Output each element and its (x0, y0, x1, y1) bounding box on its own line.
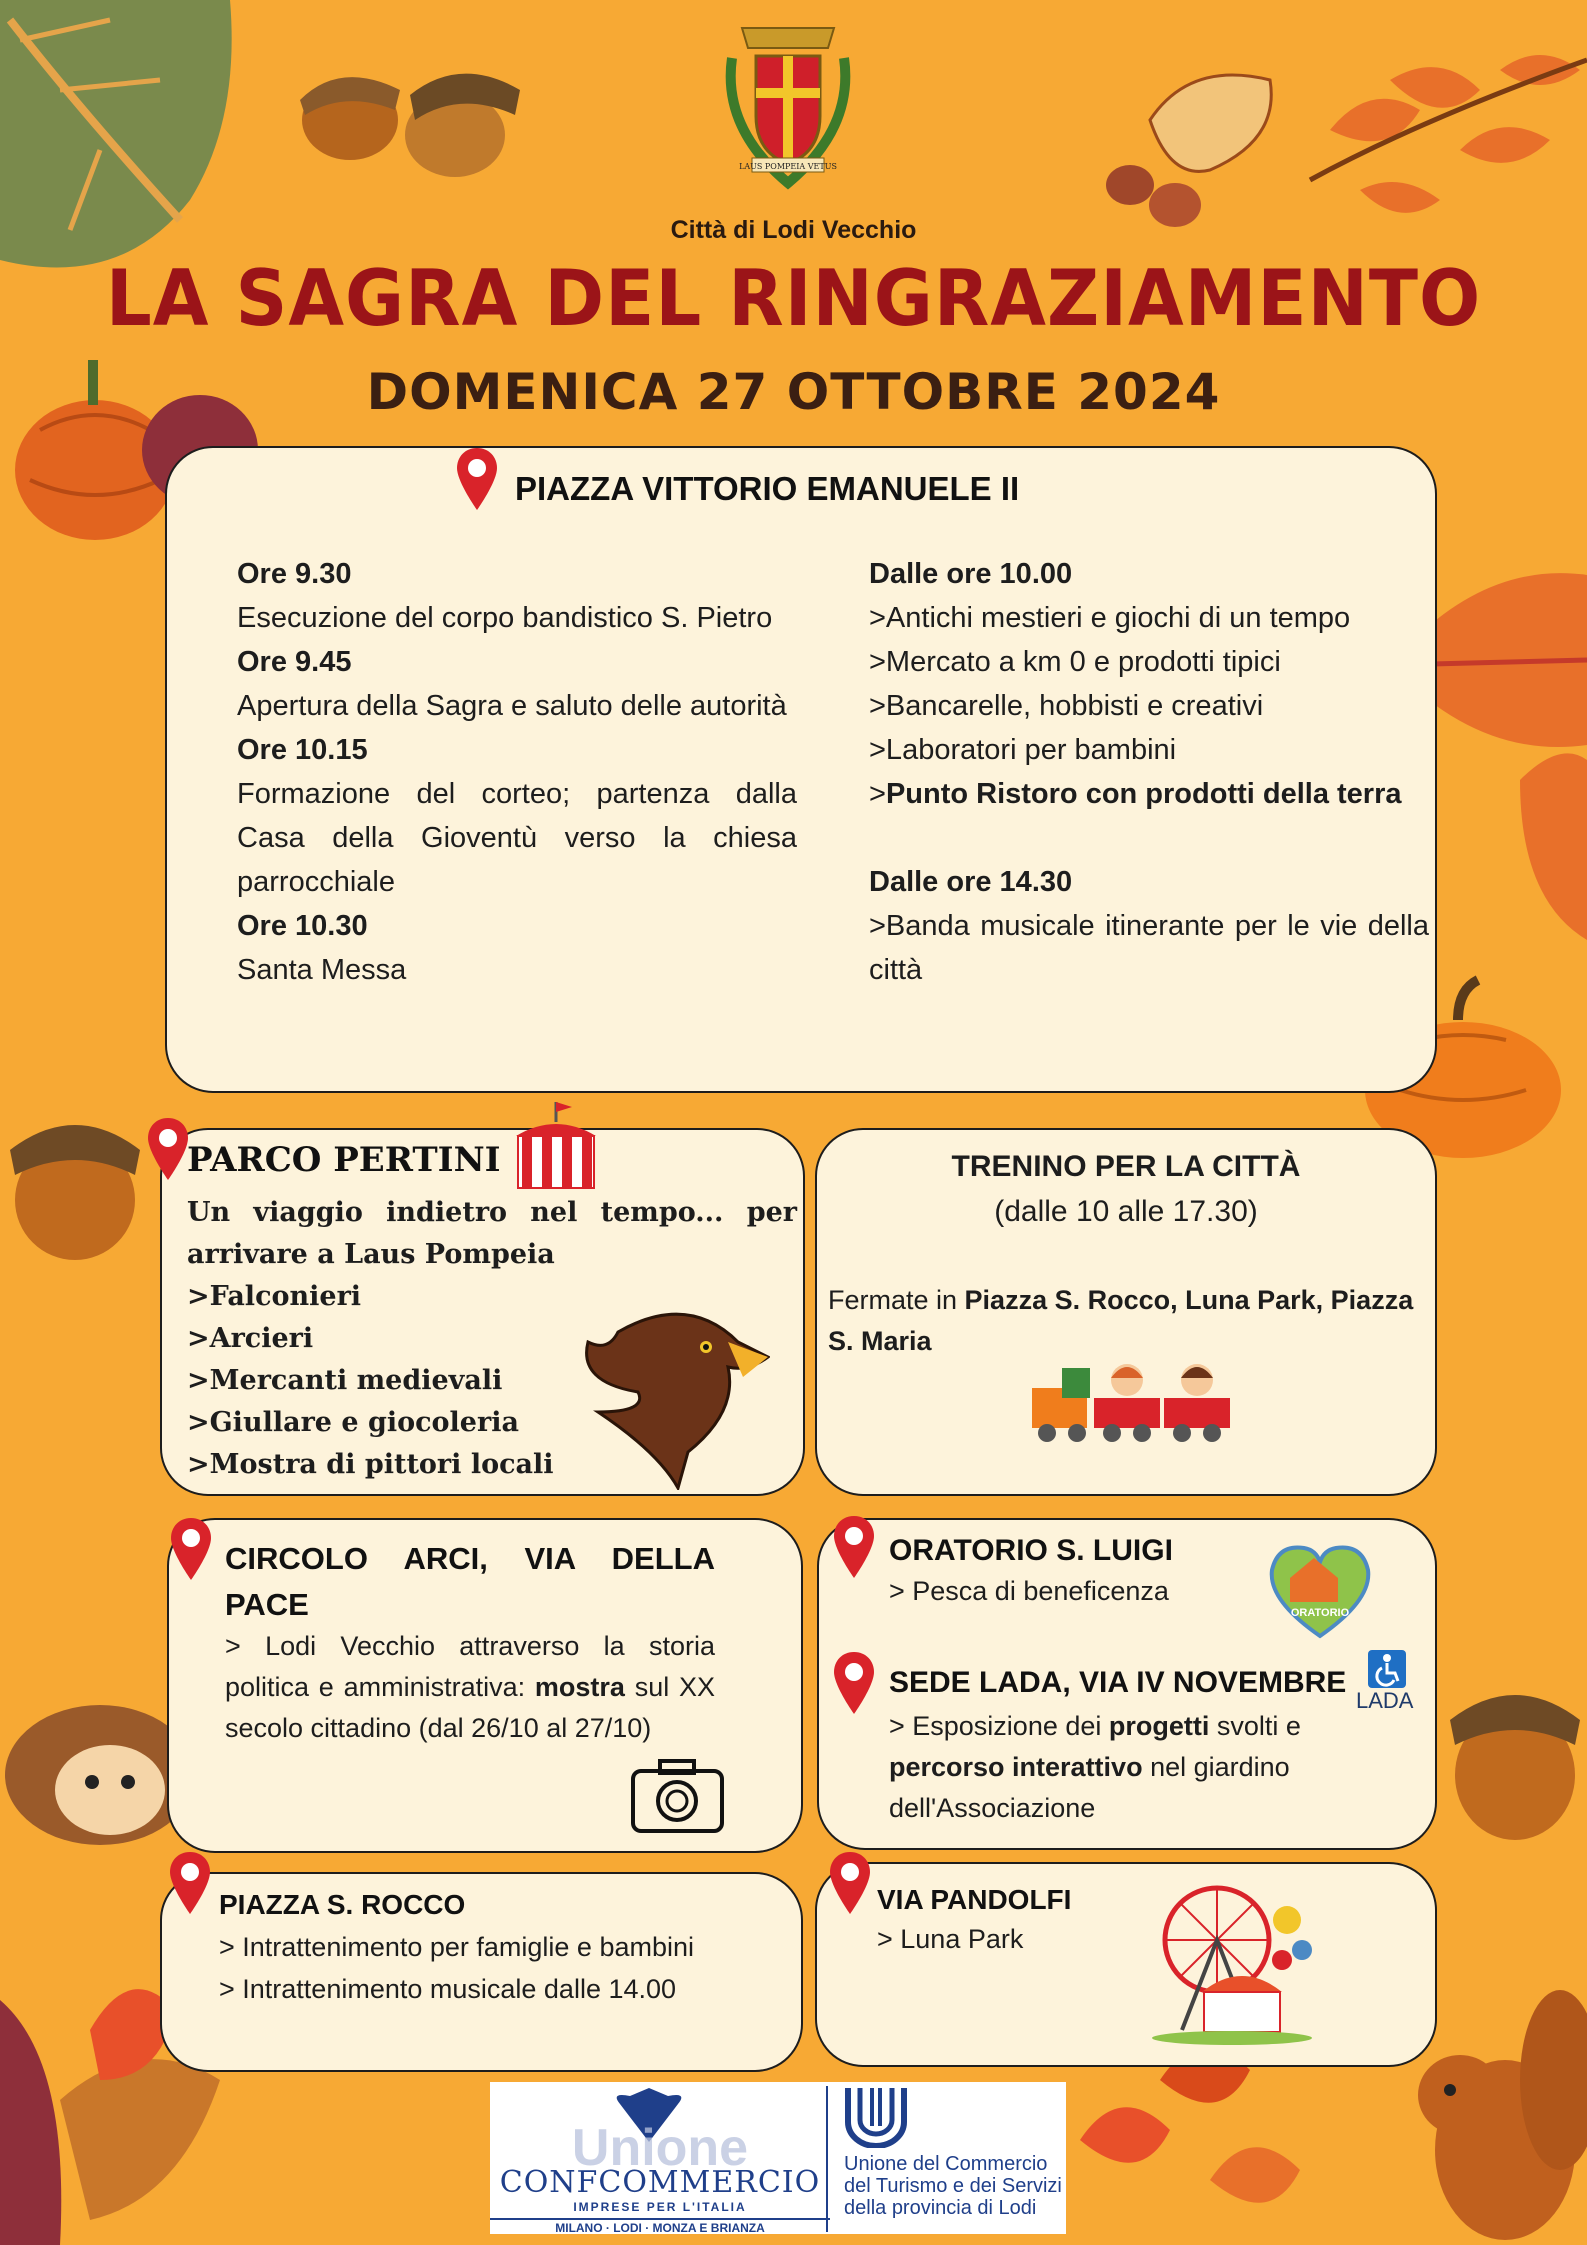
activity-item: >Antichi mestieri e giochi di un tempo (869, 602, 1351, 634)
city-name: Città di Lodi Vecchio (670, 216, 917, 244)
toy-train-icon (1022, 1348, 1242, 1448)
piazza-vittorio-heading: PIAZZA VITTORIO EMANUELE II (515, 470, 1020, 507)
schedule-time: Ore 9.30 (237, 558, 352, 590)
parco-item: >Mostra di pittori locali (187, 1449, 554, 1480)
confcommercio-tagline: IMPRESE PER L'ITALIA (573, 2200, 747, 2214)
schedule-text: Formazione del corteo; partenza dalla Casa della Gioventù verso la chiesa parrocchiale (237, 778, 797, 898)
oratorio-logo-text: ORATORIO (1290, 1607, 1350, 1619)
trenino-hours: (dalle 10 alle 17.30) (994, 1195, 1258, 1228)
logo-divider (826, 2086, 828, 2232)
lada-logo-label: LADA (1356, 1688, 1414, 1713)
oratorio-heading: ORATORIO S. LUIGI (889, 1534, 1173, 1567)
parco-item: >Giullare e giocoleria (187, 1407, 519, 1438)
oratorio-item: > Pesca di beneficenza (889, 1576, 1169, 1606)
unione-line: della provincia di Lodi (844, 2197, 1037, 2219)
activity-item: >Laboratori per bambini (869, 734, 1177, 766)
confcommercio-brand: CONFCOMMERCIO (499, 2165, 821, 2200)
activity-item: >Banda musicale itinerante per le vie della città (869, 910, 1429, 986)
schedule-time: Ore 10.15 (237, 734, 368, 766)
location-pin-icon (170, 1852, 210, 1914)
pandolfi-item: > Luna Park (877, 1924, 1024, 1954)
progetti-label: progetti (1108, 1711, 1210, 1741)
percorso-label: percorso interattivo (889, 1752, 1143, 1782)
circolo-arci-text (225, 1626, 715, 1749)
lada-text (889, 1706, 1329, 1829)
circolo-arci-heading: CIRCOLO ARCI, VIA DELLA PACE (225, 1541, 715, 1622)
bullet-prefix: > (869, 778, 886, 810)
location-pin-icon (171, 1518, 211, 1580)
event-title: LA SAGRA DEL RINGRAZIAMENTO (105, 252, 1482, 344)
circolo-text-b: sul XX secolo cittadino (dal 26/10 al 27/10) (225, 1672, 715, 1743)
activity-item: >Mercato a km 0 e prodotti tipici (869, 646, 1281, 678)
piazza-schedule-left (237, 552, 797, 992)
schedule-text: Apertura della Sagra e saluto delle autorità (237, 690, 787, 722)
stops-list: Piazza S. Rocco, Luna Park, Piazza S. Maria (828, 1285, 1414, 1356)
crest-motto: LAUS POMPEIA VETUS (739, 162, 837, 171)
schedule-text: Esecuzione del corpo bandistico S. Pietro (237, 602, 773, 634)
parco-subtitle: Un viaggio indietro nel tempo... per arrivare a Laus Pompeia (187, 1197, 797, 1270)
via-pandolfi-heading: VIA PANDOLFI (877, 1884, 1072, 1915)
schedule-time: Dalle ore 14.30 (869, 866, 1073, 898)
stops-prefix: Fermate in (828, 1285, 965, 1315)
activity-item: >Bancarelle, hobbisti e creativi (869, 690, 1264, 722)
circolo-text-a: > Lodi Vecchio attraverso la storia politica e amministrativa: (225, 1631, 715, 1702)
location-pin-icon (148, 1118, 188, 1180)
piazza-rocco-heading: PIAZZA S. ROCCO (219, 1889, 466, 1920)
location-pin-icon (834, 1652, 874, 1714)
schedule-text: Santa Messa (237, 954, 407, 986)
oratorio-logo-icon (1268, 1540, 1372, 1640)
activity-item-bold (869, 772, 1429, 816)
unione-line: del Turismo e dei Servizi (844, 2175, 1062, 2197)
lada-t3: svolti e (1209, 1711, 1301, 1741)
parco-item: >Mercanti medievali (187, 1365, 503, 1396)
rocco-item: > Intrattenimento musicale dalle 14.00 (219, 1974, 677, 2004)
eagle-icon (578, 1302, 770, 1490)
piazza-rocco-list (219, 1926, 694, 2010)
ristoro-label: Punto Ristoro con prodotti della terra (885, 778, 1402, 810)
schedule-time: Dalle ore 10.00 (869, 558, 1073, 590)
piazza-schedule-right (869, 552, 1429, 992)
lada-t5: nel giardino dell'Associazione (889, 1752, 1290, 1823)
parco-item: >Falconieri (187, 1281, 362, 1312)
event-date: DOMENICA 27 OTTOBRE 2024 (366, 363, 1221, 421)
location-pin-icon (457, 448, 497, 510)
camera-icon (630, 1755, 725, 1835)
unione-watermark: Unione (571, 2119, 749, 2177)
unione-line: Unione del Commercio (844, 2153, 1048, 2175)
trenino-heading: TRENINO PER LA CITTÀ (951, 1150, 1301, 1183)
lada-t1: > Esposizione dei (889, 1711, 1109, 1741)
parco-item: >Arcieri (187, 1323, 314, 1354)
city-crest-icon (712, 18, 864, 193)
circus-tent-icon (508, 1096, 604, 1196)
location-pin-icon (834, 1516, 874, 1578)
lada-heading: SEDE LADA, VIA IV NOVEMBRE (889, 1666, 1347, 1699)
rocco-item: > Intrattenimento per famiglie e bambini (219, 1932, 695, 1962)
unione-u-logo-icon (844, 2086, 908, 2148)
luna-park-icon (1142, 1880, 1317, 2045)
accessibility-icon (1368, 1650, 1406, 1688)
schedule-time: Ore 10.30 (237, 910, 368, 942)
schedule-time: Ore 9.45 (237, 646, 352, 678)
unione-text (844, 2153, 1062, 2219)
location-pin-icon (830, 1852, 870, 1914)
confcommercio-areas: MILANO · LODI · MONZA E BRIANZA (490, 2218, 830, 2235)
parco-pertini-heading: PARCO PERTINI (187, 1140, 501, 1180)
mostra-label: mostra (534, 1672, 625, 1702)
